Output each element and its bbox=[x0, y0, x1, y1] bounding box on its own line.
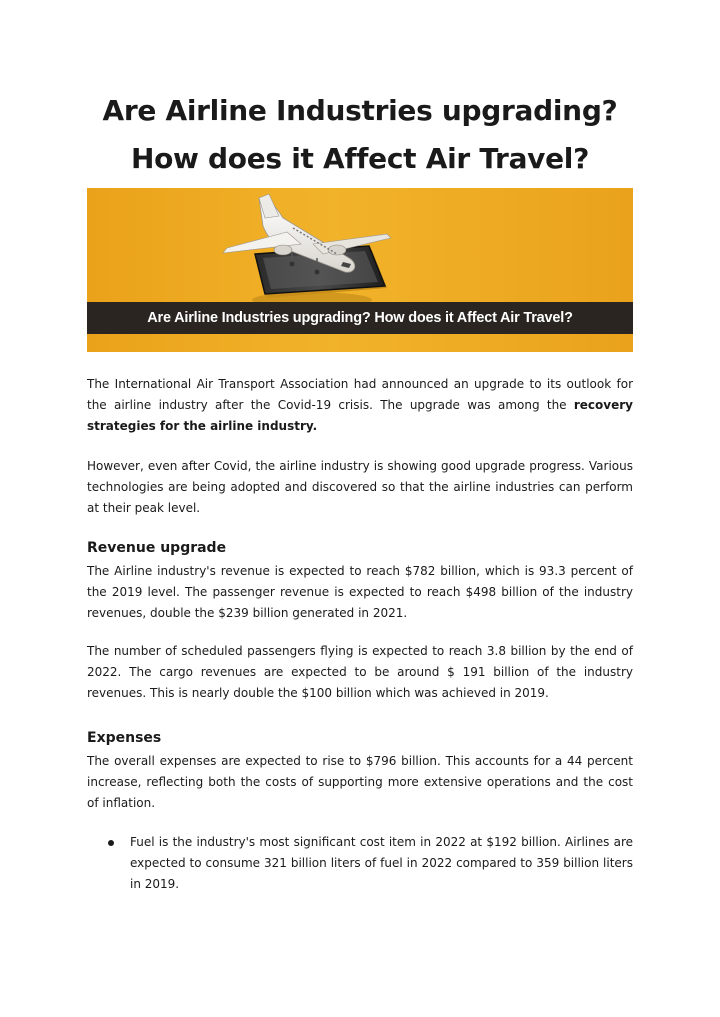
intro-paragraph-1-text: The International Air Transport Association had announced an upgrade to its outlook for the airline industry after the Covid-19 crisis. The upgrade was among the bbox=[87, 377, 633, 412]
page-title-line-1: Are Airline Industries upgrading? bbox=[102, 94, 618, 127]
intro-paragraph-1 bbox=[87, 374, 633, 437]
revenue-paragraph-1: The Airline industry's revenue is expected to reach $782 billion, which is 93.3 percent of the 2019 level. The passenger revenue is expected to reach $498 billion of the industry revenues, double the $239 billion generated in 2021. bbox=[87, 564, 633, 620]
banner-caption: Are Airline Industries upgrading? How does it Affect Air Travel? bbox=[147, 310, 573, 326]
section-heading-expenses: Expenses bbox=[87, 730, 162, 746]
revenue-paragraph-2: The number of scheduled passengers flying is expected to reach 3.8 billion by the end of 2022. The cargo revenues are expected to be around $ 191 billion of the industry revenues. This is nearly double the $100 billion which was achieved in 2019. bbox=[87, 644, 633, 700]
intro-paragraph-1-bold: recovery strategies for the airline industry. bbox=[87, 398, 633, 433]
page-title-line-2: How does it Affect Air Travel? bbox=[130, 142, 590, 175]
expenses-bullet-1: Fuel is the industry's most significant cost item in 2022 at $192 billion. Airlines are expected to consume 321 billion liters of fuel in 2022 compared to 359 billion liters in 2019. bbox=[130, 835, 633, 891]
expenses-paragraph-1: The overall expenses are expected to rise to $796 billion. This accounts for a 44 percent increase, reflecting both the costs of supporting more extensive operations and the cost of inflation. bbox=[87, 754, 633, 810]
section-heading-revenue: Revenue upgrade bbox=[87, 540, 227, 556]
intro-paragraph-2: However, even after Covid, the airline industry is showing good upgrade progress. Various technologies are being adopted and discovered so that the airline industries can perform at their peak level. bbox=[87, 459, 633, 515]
bullet-dot-icon bbox=[108, 840, 114, 846]
